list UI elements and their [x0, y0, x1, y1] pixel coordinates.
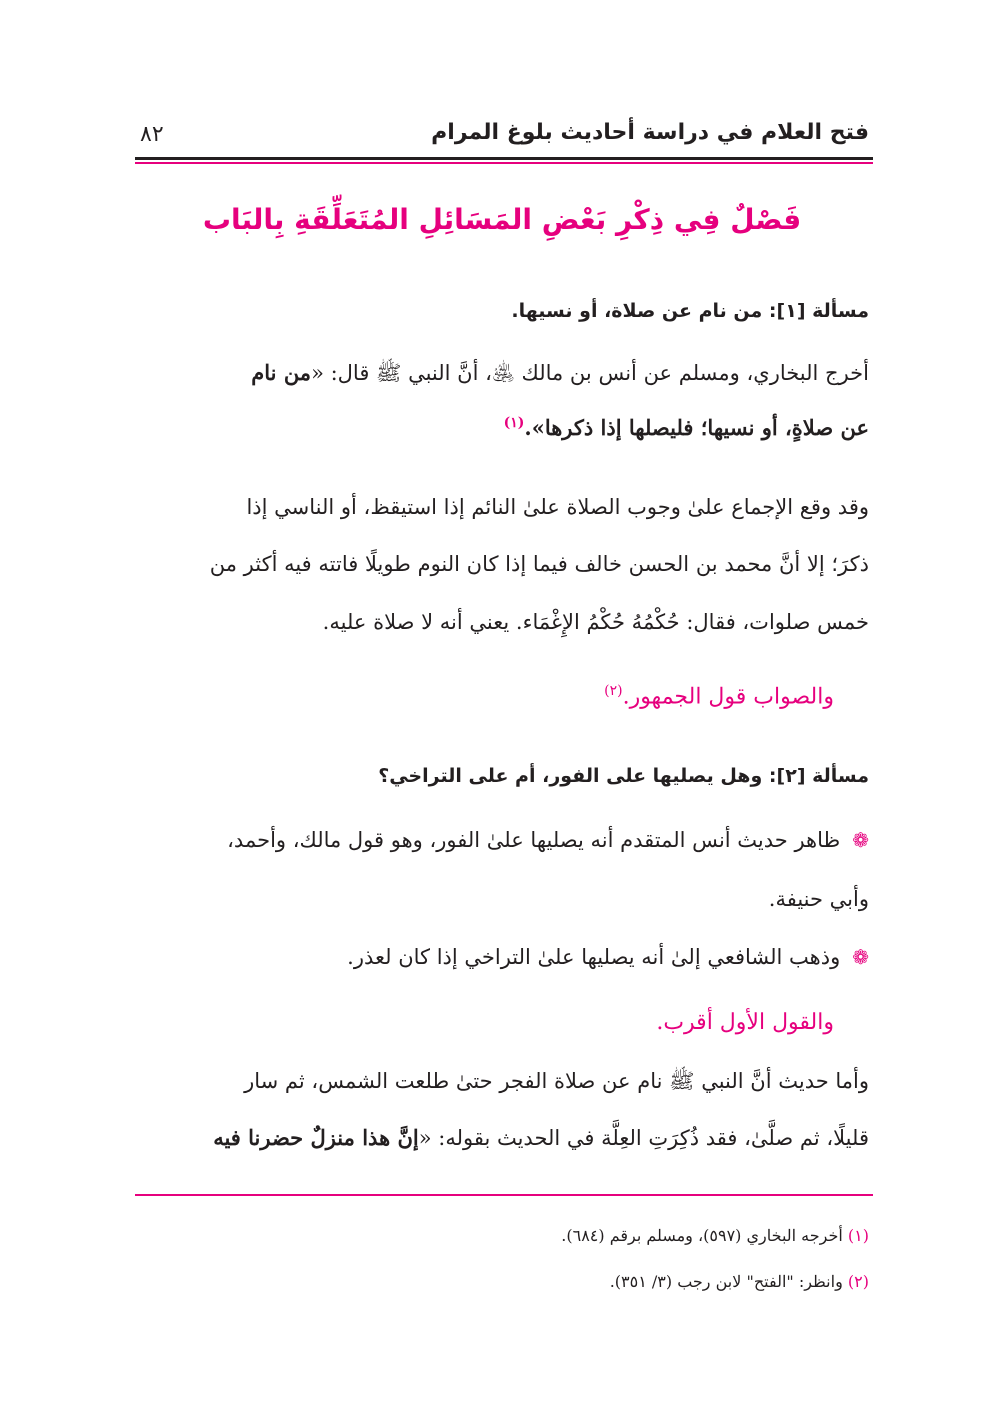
- bullet-2: [135, 945, 869, 969]
- header-rule-black: [135, 157, 873, 160]
- bullet-1-text: ظاهر حديث أنس المتقدم أنه يصليها علىٰ الفور، وهو قول مالك، وأحمد،: [227, 828, 841, 852]
- footnote-1-number: (١): [847, 1226, 869, 1245]
- hadith-line-1: [135, 360, 869, 391]
- footnote-1-text: أخرجه البخاري (٥٩٧)، ومسلم برقم (٦٨٤).: [561, 1226, 843, 1245]
- question-2-text: وهل يصليها على الفور، أم على التراخي؟: [378, 765, 763, 787]
- footnote-ref-1[interactable]: (١): [503, 415, 525, 431]
- conclusion-1-text: والصواب قول الجمهور.: [622, 684, 834, 710]
- footnote-2-number: (٢): [847, 1272, 869, 1291]
- footnote-2-text: وانظر: "الفتح" لابن رجب (٣/ ٣٥١).: [609, 1272, 843, 1291]
- paragraph-1-line-3: خمس صلوات، فقال: حُكْمُهُ حُكْمُ الإِغْمَاء. يعني أنه لا صلاة عليه.: [322, 610, 869, 634]
- bullet-1-line-1: [135, 828, 869, 852]
- question-1: [135, 300, 869, 322]
- conclusion-1: [135, 683, 834, 709]
- page-number: ٨٢: [140, 122, 164, 147]
- footnote-2: [610, 1272, 869, 1291]
- paragraph-2-line-1: وأما حديث أنَّ النبي ﷺ نام عن صلاة الفجر حتىٰ طلعت الشمس، ثم سار: [244, 1069, 869, 1093]
- paragraph-2-line-2: [135, 1125, 869, 1150]
- conclusion-2: والقول الأول أقرب.: [656, 1010, 834, 1035]
- hadith-quote-end: عن صلاةٍ، أو نسيها؛ فليصلها إذا ذكرها».: [524, 415, 869, 440]
- bullet-2-text: وذهب الشافعي إلىٰ أنه يصليها علىٰ التراخي إذا كان لعذر.: [347, 945, 841, 969]
- footnote-separator: [135, 1194, 873, 1196]
- question-1-text: من نام عن صلاة، أو نسيها.: [511, 300, 763, 322]
- hadith-quote-start: من نام: [251, 360, 312, 385]
- section-heading: فَصْلٌ فِي ذِكْرِ بَعْضِ المَسَائِلِ المُتَعَلِّقَةِ بِالبَاب: [202, 203, 802, 236]
- header-rule-pink: [135, 162, 873, 164]
- footnote-ref-2[interactable]: (٢): [604, 683, 623, 699]
- question-1-label: مسألة [١]:: [768, 300, 869, 322]
- question-2-label: مسألة [٢]:: [768, 765, 869, 787]
- footnote-1: [561, 1226, 869, 1245]
- hadith-quote-2: إنَّ هذا منزلٌ حضرنا فيه: [213, 1125, 419, 1150]
- hadith-line-2: [135, 415, 869, 440]
- paragraph-1-line-1: وقد وقع الإجماع علىٰ وجوب الصلاة علىٰ النائم إذا استيقظ، أو الناسي إذا: [246, 495, 869, 519]
- bullet-1-line-2: وأبي حنيفة.: [768, 887, 869, 911]
- hadith-line-1-text: أخرج البخاري، ومسلم عن أنس بن مالك ﵁، أنَّ النبي ﷺ قال: «: [311, 361, 869, 385]
- running-header-title: فتح العلام في دراسة أحاديث بلوغ المرام: [431, 120, 869, 145]
- question-2: [135, 765, 869, 787]
- flower-bullet-icon: ❁: [852, 828, 869, 852]
- paragraph-2-line-2-text: قليلًا، ثم صلَّىٰ، فقد ذُكِرَتِ العِلَّة في الحديث بقوله: «: [418, 1126, 869, 1150]
- flower-bullet-icon: ❁: [852, 945, 869, 969]
- paragraph-1-line-2: ذكرَ؛ إلا أنَّ محمد بن الحسن خالف فيما إذا كان النوم طويلًا فاتته فيه أكثر من: [209, 552, 869, 576]
